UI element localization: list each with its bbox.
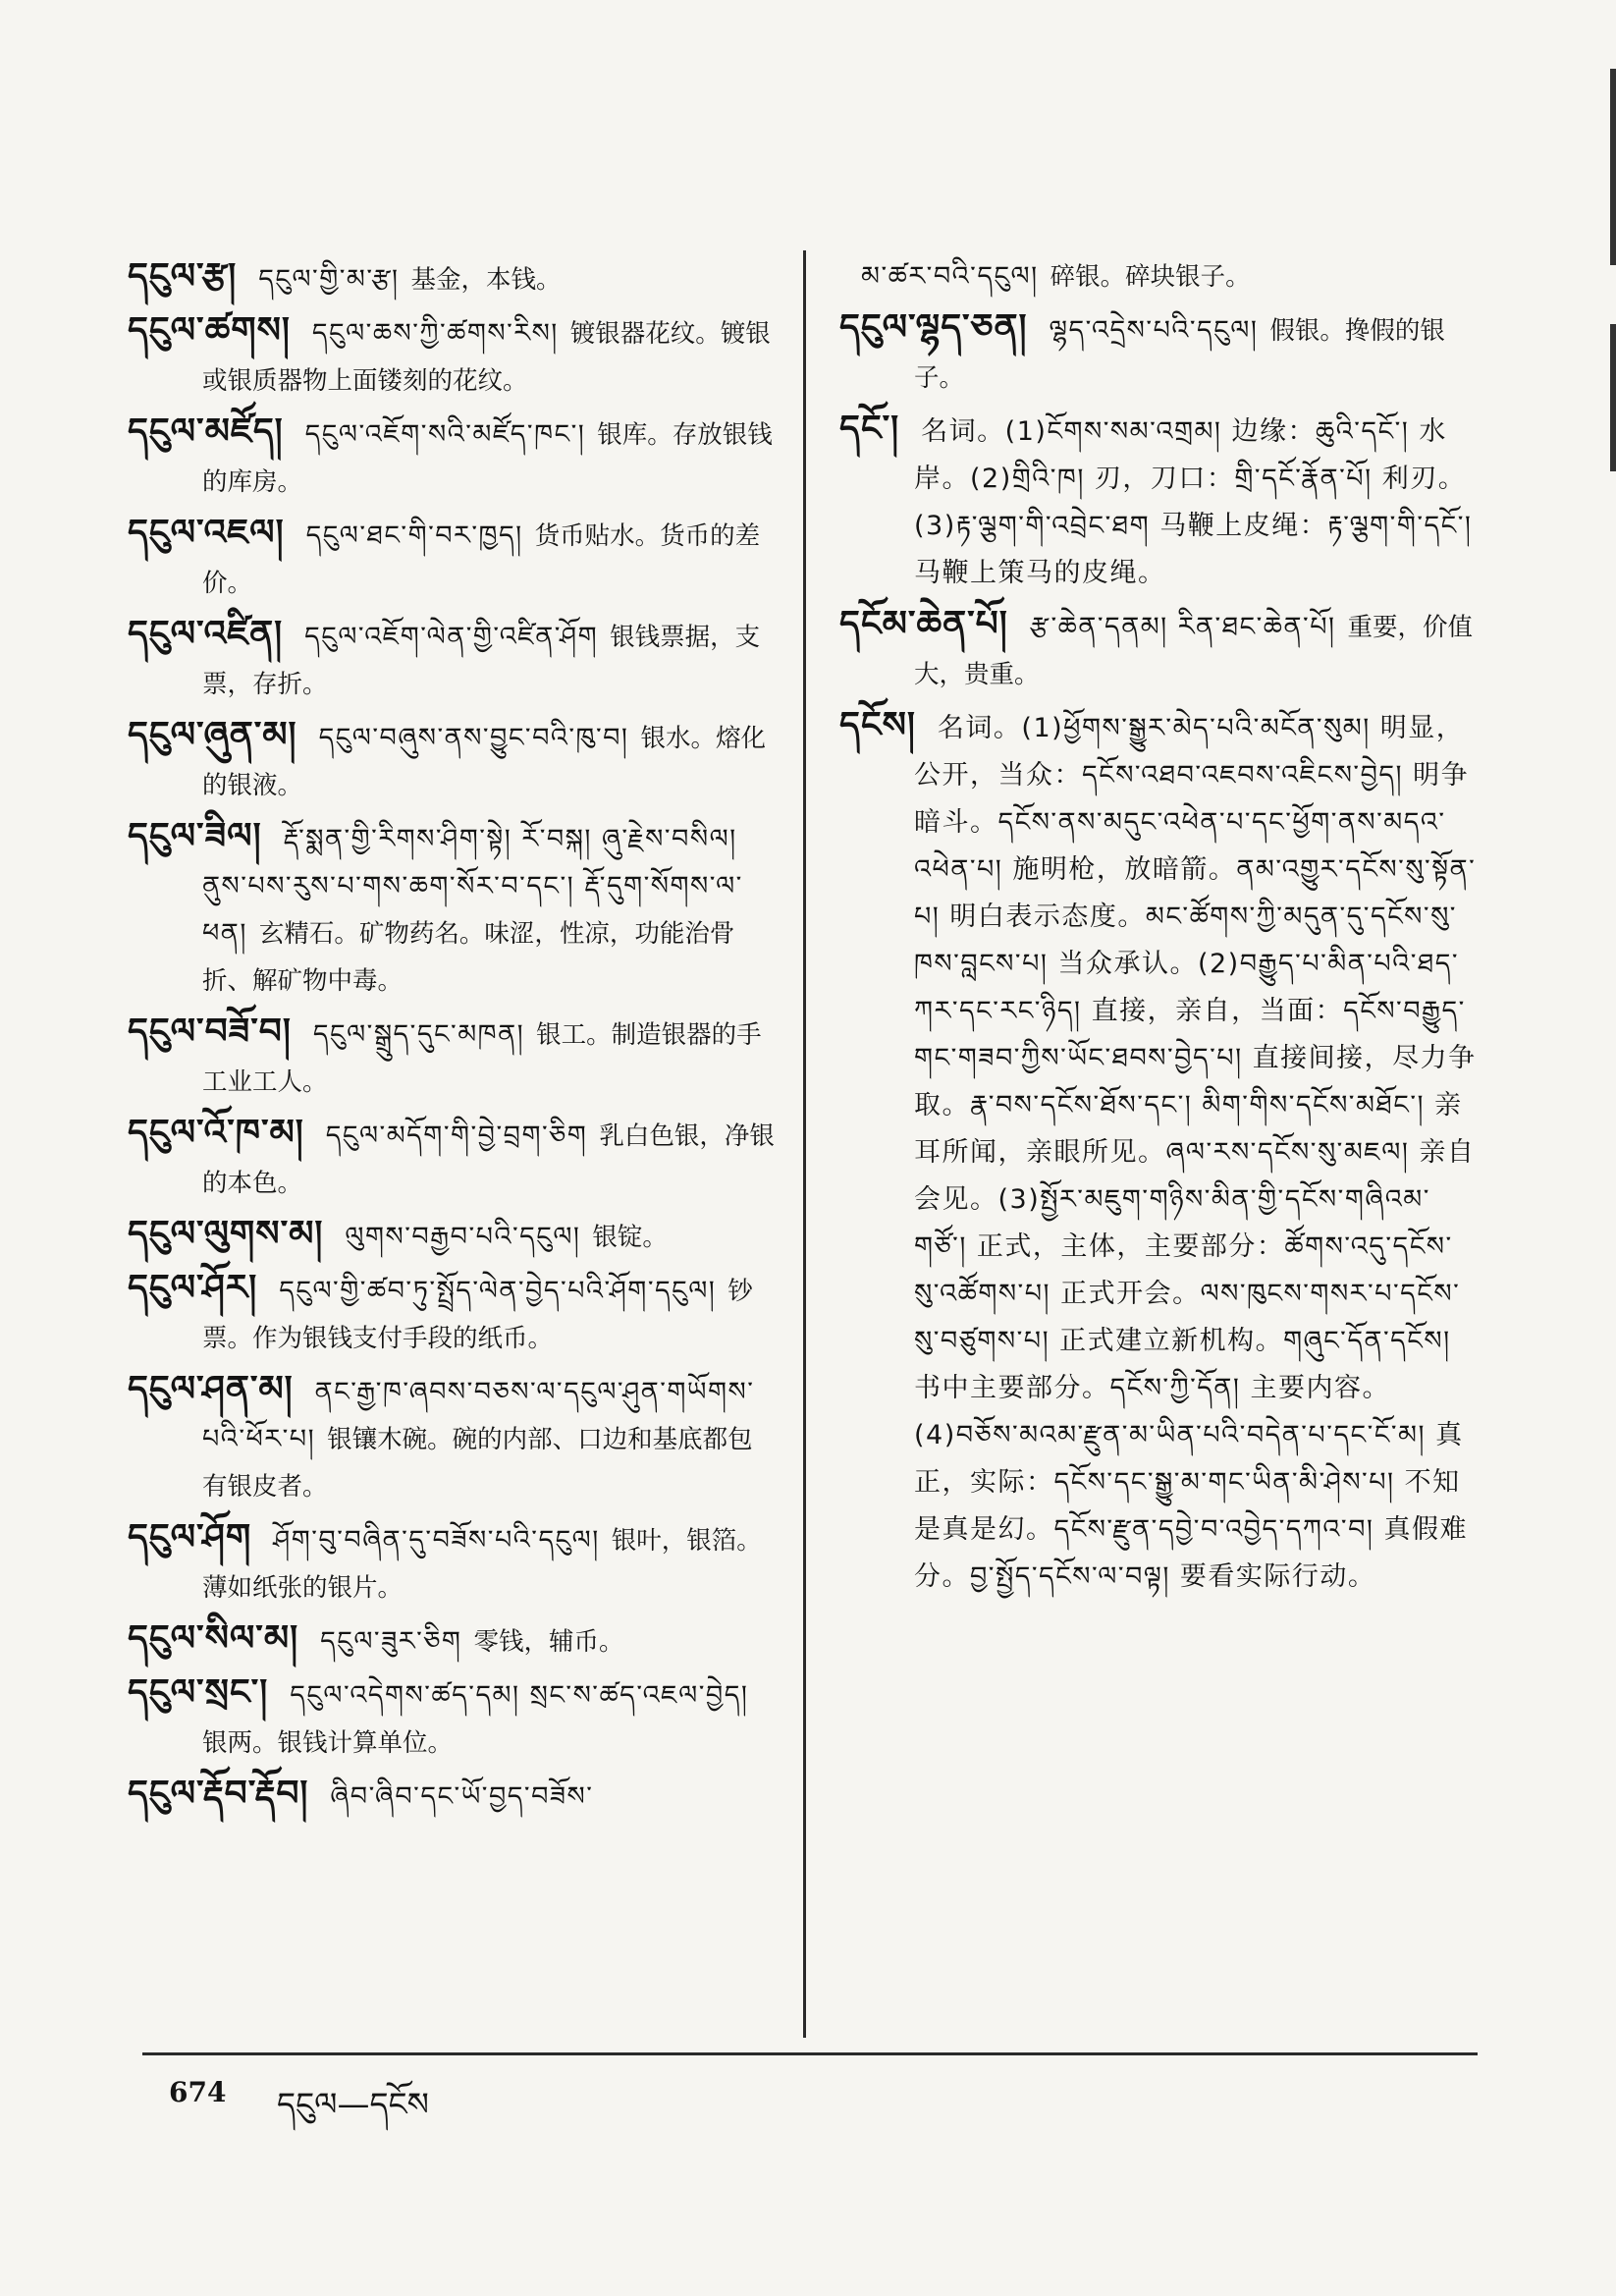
entry-chinese-gloss: 银水。熔化的银液。 (202, 724, 766, 800)
entry-chinese-gloss: 镀银器花纹。镀银或银质器物上面镂刻的花纹。 (202, 319, 771, 396)
entry-definition: རྩ་ཆེན་དནམ། རིན་ཐང་ཆེན་པོ། (1029, 612, 1336, 642)
entry-chinese-gloss: 钞票。作为银钱支付手段的纸币。 (202, 1277, 753, 1353)
entry-headword: དངུལ་མཛོད། (128, 411, 284, 452)
dictionary-entry (128, 253, 776, 303)
dictionary-entry (128, 1009, 776, 1106)
entry-headword: དངུལ་ཞུན་མ། (128, 715, 297, 755)
left-column (128, 253, 776, 2046)
entry-headword: དངུལ་ཤན་མ། (128, 1369, 294, 1409)
entry-definition: དངུལ་གྱི་མ་རྩ། (258, 264, 400, 295)
scan-edge-mark (1610, 69, 1616, 265)
entry-headword: དངུལ་རྩ། (128, 256, 238, 297)
entry-headword: དངོས། (839, 705, 916, 745)
entry-headword: དངུལ་ཟིལ། (128, 816, 262, 856)
dictionary-entry (128, 307, 776, 405)
entry-definition: དངུལ་ཆས་ཀྱི་ཚགས་རིས། (311, 318, 559, 349)
dictionary-entry (128, 510, 776, 607)
entry-headword: དངུལ་རྡོབ་རྡོབ། (128, 1774, 309, 1814)
entry-definition: ལྷད་འདྲེས་པའི་དངུལ། (1049, 315, 1259, 346)
entry-chinese-gloss: 假银。搀假的银子。 (914, 316, 1445, 393)
right-column (839, 253, 1478, 2046)
page-number: 674 (169, 2076, 227, 2108)
dictionary-entry (128, 409, 776, 506)
entry-definition: མ་ཚར་བའི་དངུལ། (861, 261, 1039, 292)
dictionary-entry (128, 611, 776, 708)
dictionary-entry (128, 712, 776, 809)
footer-rule (142, 2052, 1478, 2055)
entry-chinese-gloss: 银两。银钱计算单位。 (202, 1728, 454, 1758)
entry-definition: དངུལ་སྒྲུད་དུང་མཁན། (312, 1019, 525, 1050)
entry-definition: 名词。(1)ངོགས་སམ་འགྲམ། 边缘：ཆུའི་དངོ་། 水岸。(2)གྲིའི་ཁ། 刃，刀口：གྲི་དངོ་རྣོན་པོ། 利刃。(3)རྟ་ལྕག་གི་འབྲེང་ཐག 马鞭上皮绳：རྟ་ལྕག་གི་དངོ་། 马鞭上策马的皮绳。 (914, 416, 1473, 588)
dictionary-entry (839, 601, 1478, 698)
dictionary-entry (128, 1366, 776, 1510)
entry-headword: དངུལ་བཟོ་བ། (128, 1011, 292, 1052)
entry-definition: དངུལ་མདོག་གི་བྱེ་བྲག་ཅིག (325, 1121, 588, 1151)
dictionary-entry (839, 406, 1478, 597)
entry-definition: ནང་རྒྱ་ཁ་ཞབས་བཅས་ལ་དངུལ་ཤུན་གཡོགས་པའི་ཕོར་པ། (202, 1377, 755, 1454)
entry-headword: དངུལ་ཚགས། (128, 310, 291, 351)
dictionary-entry (128, 1110, 776, 1207)
entry-chinese-gloss: 银库。存放银钱的库房。 (202, 420, 773, 497)
dictionary-entry (128, 813, 776, 1005)
dictionary-entry (128, 1615, 776, 1666)
entry-definition: དངུལ་འདེགས་ཚད་དམ། སྲང་ས་ཚད་འཇལ་བྱེད། (290, 1680, 749, 1711)
entry-definition: ཞིབ་ཞིབ་དང་ཡོ་བྱད་བཟོས་ (330, 1781, 594, 1812)
dictionary-entry (128, 1514, 776, 1612)
entry-chinese-gloss: 货币贴水。货币的差价。 (202, 521, 761, 598)
dictionary-entry (128, 1669, 776, 1767)
running-head: དངུལ—དངོས (277, 2085, 429, 2123)
entry-headword: དངུལ་ཤོག (128, 1517, 252, 1558)
entry-headword: དངུལ་སྲང་། (128, 1672, 269, 1713)
entry-headword: དངུལ་ལུགས་མ། (128, 1214, 324, 1254)
entry-definition: དངུལ་འཇོག་ལེན་གྱི་འཛིན་ཤོག (304, 622, 599, 652)
entry-headword: དངོ་། (839, 409, 900, 449)
dictionary-entry (839, 304, 1478, 402)
entry-definition: དངུལ་ཐང་གི་བར་ཁྱད། (305, 520, 523, 551)
entry-definition: དངུལ་བཞུས་ནས་བྱུང་བའི་ཁུ་བ། (318, 723, 629, 753)
dictionary-entry (128, 1771, 776, 1821)
entry-definition: ལུགས་བརྒྱབ་པའི་དངུལ། (345, 1222, 581, 1252)
entry-headword: དངོམ་ཆེན་པོ། (839, 604, 1008, 644)
entry-chinese-gloss: 玄精石。矿物药名。味涩，性凉，功能治骨折、解矿物中毒。 (202, 919, 735, 996)
dictionary-entry (839, 702, 1478, 1601)
entry-headword: དངུལ་འཛིན། (128, 614, 284, 654)
entry-chinese-gloss: 银叶，银箔。薄如纸张的银片。 (202, 1526, 762, 1603)
entry-definition: དངུལ་གྱི་ཚབ་ཏུ་སྤྲོད་ལེན་བྱེད་པའི་ཤོག་དངུལ། (279, 1276, 717, 1306)
dictionary-entry (128, 1211, 776, 1261)
entry-definition: དངུལ་ཟུར་ཅིག (320, 1626, 462, 1657)
entry-chinese-gloss: 银钱票据，支票，存折。 (202, 623, 761, 699)
entry-definition: རྡོ་སྨན་གྱི་རིགས་ཤིག་སྟེ། རོ་བསྐ། ཞུ་རྗེས་བསིལ། ནུས་པས་རུས་པ་གས་ཆག་སོར་བ་དང་། རྡོ་དུག་སོགས་ལ་ཕན། (202, 824, 743, 949)
dictionary-entry (839, 253, 1478, 301)
dictionary-entry (128, 1265, 776, 1362)
scan-edge-mark (1610, 324, 1616, 471)
entry-chinese-gloss: 碎银。碎块银子。 (1050, 262, 1251, 292)
entry-definition: ཤོག་བུ་བཞིན་དུ་བཟོས་པའི་དངུལ། (273, 1525, 600, 1556)
entry-chinese-gloss: 重要，价值大，贵重。 (914, 613, 1474, 689)
entry-chinese-gloss: 零钱，辅币。 (473, 1627, 624, 1657)
entry-chinese-gloss: 基金，本钱。 (410, 265, 562, 295)
entry-chinese-gloss: 银镶木碗。碗的内部、口边和基底都包有银皮者。 (202, 1425, 753, 1502)
entry-definition: 名词。(1)ཕྱོགས་སྒྱུར་མེད་པའི་མངོན་སུམ། 明显，公开，当众：དངོས་འཐབ་འཇབས་འཇིངས་བྱེད། 明争暗斗。དངོས་ནས་མདུང་འཕེན་པ་དང་ཕྱོག་ནས་མདའ་འཕེན་པ། 施明枪，放暗箭。ནམ་འགྱུར་དངོས་སུ་སྟོན་པ། 明白表示态度。མང་ཚོགས་ཀྱི་མདུན་དུ་དངོས་སུ་ཁས་བླངས་པ། 当众承认。(2)བརྒྱུད་པ་མིན་པའི་ཐད་ཀར་དང་རང་ཉིད། 直接，亲自，当面：དངོས་བརྒྱུད་གང་གཟབ་ཀྱིས་ཡོང་ཐབས་བྱེད་པ། 直接间接，尽力争取。རྣ་བས་དངོས་ཐོས་དང་། མིག་གིས་དངོས་མཐོང་། 亲耳所闻，亲眼所见。ཞལ་རས་དངོས་སུ་མཇལ། 亲自会见。(3)སྤྱོར་མཇུག་གཉིས་མིན་གྱི་དངོས་གཞིའམ་གཙོ་། 正式，主体，主要部分：ཚོགས་འདུ་དངོས་སུ་འཚོགས་པ། 正式开会。ལས་ཁུངས་གསར་པ་དངོས་སུ་བཙུགས་པ། 正式建立新机构。གཞུང་དོན་དངོས། 书中主要部分。དངོས་ཀྱི་དོན། 主要内容。(4)བཅོས་མའམ་རྫུན་མ་ཡིན་པའི་བདེན་པ་དང་ངོ་མ། 真正，实际：དངོས་དང་སྒྱུ་མ་གང་ཡིན་མི་ཤེས་པ། 不知是真是幻。དངོས་རྫུན་དབྱེ་བ་འབྱེད་དཀའ་བ། 真假难分。བྱ་སྤྱོད་དངོས་ལ་བལྟ། 要看实际行动。 (914, 713, 1477, 1592)
entry-headword: དངུལ་འོ་ཁ་མ། (128, 1113, 304, 1153)
entry-chinese-gloss: 乳白色银，净银的本色。 (202, 1121, 775, 1198)
entry-headword: དངུལ་སིལ་མ། (128, 1618, 299, 1659)
entry-definition: དངུལ་འཇོག་སའི་མཛོད་ཁང་། (304, 419, 586, 450)
column-divider (803, 250, 806, 2038)
entry-headword: དངུལ་ལྷད་ཅན། (839, 307, 1028, 348)
entry-chinese-gloss: 银锭。 (592, 1223, 668, 1252)
entry-chinese-gloss: 银工。制造银器的手工业工人。 (202, 1020, 762, 1097)
entry-headword: དངུལ་འཇལ། (128, 513, 285, 553)
entry-headword: དངུལ་ཤོར། (128, 1268, 258, 1308)
